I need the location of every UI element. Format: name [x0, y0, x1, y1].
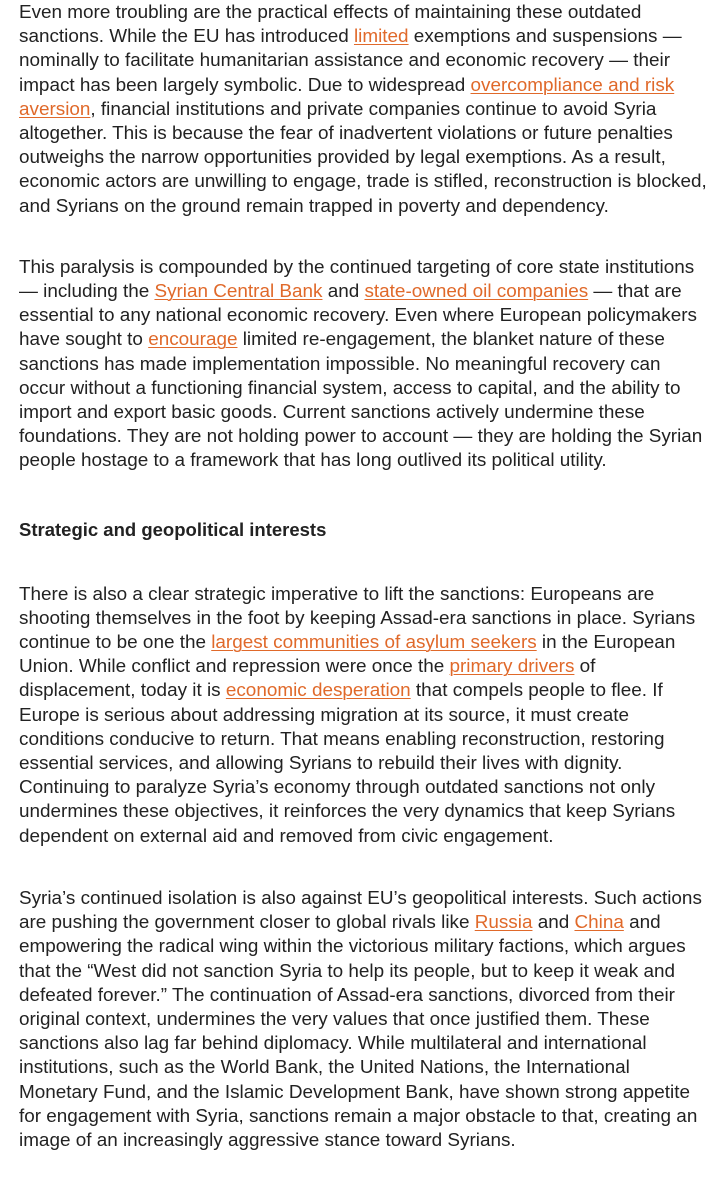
text-segment: empowering the radical wing within the victorious military factions, which argues	[19, 936, 686, 958]
text-line	[19, 776, 709, 800]
text-line	[19, 280, 709, 304]
inline-link[interactable]: state-owned oil companies	[364, 281, 589, 303]
paragraph-paralysis	[19, 256, 709, 474]
text-segment: are pushing the government closer to global rivals like	[19, 912, 475, 934]
text-segment: foundations. They are not holding power to account — they are holding the Syrian	[19, 426, 703, 448]
text-segment: — including the	[19, 281, 155, 303]
text-line	[19, 401, 709, 425]
text-segment: Europe is serious about addressing migration at its source, it must create	[19, 704, 630, 726]
inline-link[interactable]: primary drivers	[449, 656, 575, 678]
text-line	[19, 49, 709, 73]
text-line	[19, 655, 709, 679]
text-line	[19, 607, 709, 631]
text-segment: dependent on external aid and removed from civic engagement.	[19, 825, 554, 847]
text-line	[19, 1032, 709, 1056]
inline-link[interactable]: aversion	[19, 98, 91, 120]
paragraph-strategic-imperative	[19, 583, 709, 849]
text-segment: Union. While conflict and repression were once the	[19, 656, 450, 678]
text-line	[19, 256, 709, 280]
text-line	[19, 304, 709, 328]
text-line	[19, 960, 709, 984]
inline-link[interactable]: largest communities of asylum seekers	[211, 632, 537, 654]
text-segment: defeated forever.” The continuation of Assad-era sanctions, divorced from their	[19, 984, 675, 1006]
text-segment: essential services, and allowing Syrians to rebuild their lives with dignity.	[19, 753, 623, 775]
text-line	[19, 679, 709, 703]
inline-link[interactable]: limited	[353, 26, 409, 48]
text-segment: people hostage to a framework that has long outlived its political utility.	[19, 450, 607, 472]
text-segment: — that are	[588, 281, 682, 303]
text-segment: that the “West did not sanction Syria to help its people, but to keep it weak and	[19, 960, 675, 982]
text-segment: economic actors are unwilling to engage, trade is stifled, reconstruction is blocked,	[19, 171, 707, 193]
text-line	[19, 1, 709, 25]
text-line	[19, 800, 709, 824]
text-segment: shooting themselves in the foot by keeping Assad-era sanctions in place. Syrians	[19, 607, 696, 629]
text-segment: sanctions. While the EU has introduced	[19, 26, 354, 48]
text-segment: and Syrians on the ground remain trapped in poverty and dependency.	[19, 195, 609, 217]
text-segment: nominally to facilitate humanitarian assistance and economic recovery — their	[19, 50, 670, 72]
text-line	[19, 1129, 709, 1153]
inline-link[interactable]: Syrian Central Bank	[154, 281, 323, 303]
text-line	[19, 935, 709, 959]
section-heading: Strategic and geopolitical interests	[19, 518, 327, 540]
text-line	[19, 631, 709, 655]
text-segment: image of an increasingly aggressive stance toward Syrians.	[19, 1129, 516, 1151]
text-segment: Continuing to paralyze Syria’s economy through outdated sanctions not only	[19, 777, 656, 799]
text-line	[19, 170, 709, 194]
text-segment: undermines these objectives, it reinforces the very dynamics that keep Syrians	[19, 801, 676, 823]
text-line	[19, 195, 709, 219]
text-segment: conditions conducive to return. That means enabling reconstruction, restoring	[19, 728, 665, 750]
text-line	[19, 25, 709, 49]
text-segment: There is also a clear strategic imperative to lift the sanctions: Europeans are	[19, 583, 655, 605]
text-line	[19, 704, 709, 728]
text-segment: have sought to	[19, 329, 149, 351]
text-segment: import and export basic goods. Current sanctions actively undermine these	[19, 402, 645, 424]
text-segment: Even more troubling are the practical effects of maintaining these outdated	[19, 2, 642, 23]
text-segment: Monetary Fund, and the Islamic Development Bank, have shown strong appetite	[19, 1081, 690, 1103]
inline-link[interactable]: economic desperation	[225, 680, 411, 702]
text-line	[19, 353, 709, 377]
text-line	[19, 911, 709, 935]
text-line	[19, 146, 709, 170]
text-line	[19, 328, 709, 352]
text-segment: sanctions has made implementation impossible. No meaningful recovery can	[19, 353, 661, 375]
inline-link[interactable]: China	[574, 912, 624, 934]
text-line	[19, 122, 709, 146]
text-line	[19, 1081, 709, 1105]
text-segment: outweighs the narrow opportunities provided by legal exemptions. As a result,	[19, 147, 666, 169]
text-segment: limited re-engagement, the blanket nature of these	[237, 329, 665, 351]
text-line	[19, 1105, 709, 1129]
text-segment: altogether. This is because the fear of inadvertent violations or future penalties	[19, 123, 673, 145]
text-line	[19, 1056, 709, 1080]
text-line	[19, 728, 709, 752]
text-segment: continue to be one the	[19, 632, 212, 654]
text-segment: occur without a functioning financial system, access to capital, and the ability to	[19, 377, 681, 399]
text-segment: in the European	[536, 632, 676, 654]
text-line	[19, 583, 709, 607]
text-segment: impact has been largely symbolic. Due to widespread	[19, 74, 471, 96]
text-line	[19, 825, 709, 849]
text-segment: that compels people to flee. If	[410, 680, 663, 702]
text-segment: , financial institutions and private companies continue to avoid Syria	[90, 98, 657, 120]
text-line	[19, 377, 709, 401]
inline-link[interactable]: encourage	[148, 329, 238, 351]
text-segment: sanctions also lag far behind diplomacy. While multilateral and international	[19, 1033, 647, 1055]
text-segment: for engagement with Syria, sanctions remain a major obstacle to that, creating an	[19, 1105, 698, 1127]
text-segment: and	[532, 912, 575, 934]
text-line	[19, 887, 709, 911]
inline-link[interactable]: overcompliance and risk	[470, 74, 675, 96]
text-segment: and	[322, 281, 365, 303]
text-line	[19, 1008, 709, 1032]
text-line	[19, 98, 709, 122]
text-segment: and	[623, 912, 661, 934]
text-segment: essential to any national economic recovery. Even where European policymakers	[19, 305, 697, 327]
inline-link[interactable]: Russia	[474, 912, 533, 934]
text-line	[19, 752, 709, 776]
text-line	[19, 425, 709, 449]
text-segment: Syria’s continued isolation is also against EU’s geopolitical interests. Such actions	[19, 887, 702, 909]
text-line	[19, 74, 709, 98]
text-line	[19, 449, 709, 473]
text-segment: displacement, today it is	[19, 680, 226, 702]
paragraph-geopolitical-isolation	[19, 887, 709, 1153]
paragraph-practical-effects	[19, 0, 709, 219]
text-segment: exemptions and suspensions —	[408, 26, 682, 48]
text-line	[19, 984, 709, 1008]
text-segment: original context, undermines the very values that once justified them. These	[19, 1008, 650, 1030]
text-segment: of	[574, 656, 596, 678]
text-segment: This paralysis is compounded by the continued targeting of core state institutions	[19, 256, 695, 278]
text-segment: institutions, such as the World Bank, the United Nations, the International	[19, 1057, 630, 1079]
